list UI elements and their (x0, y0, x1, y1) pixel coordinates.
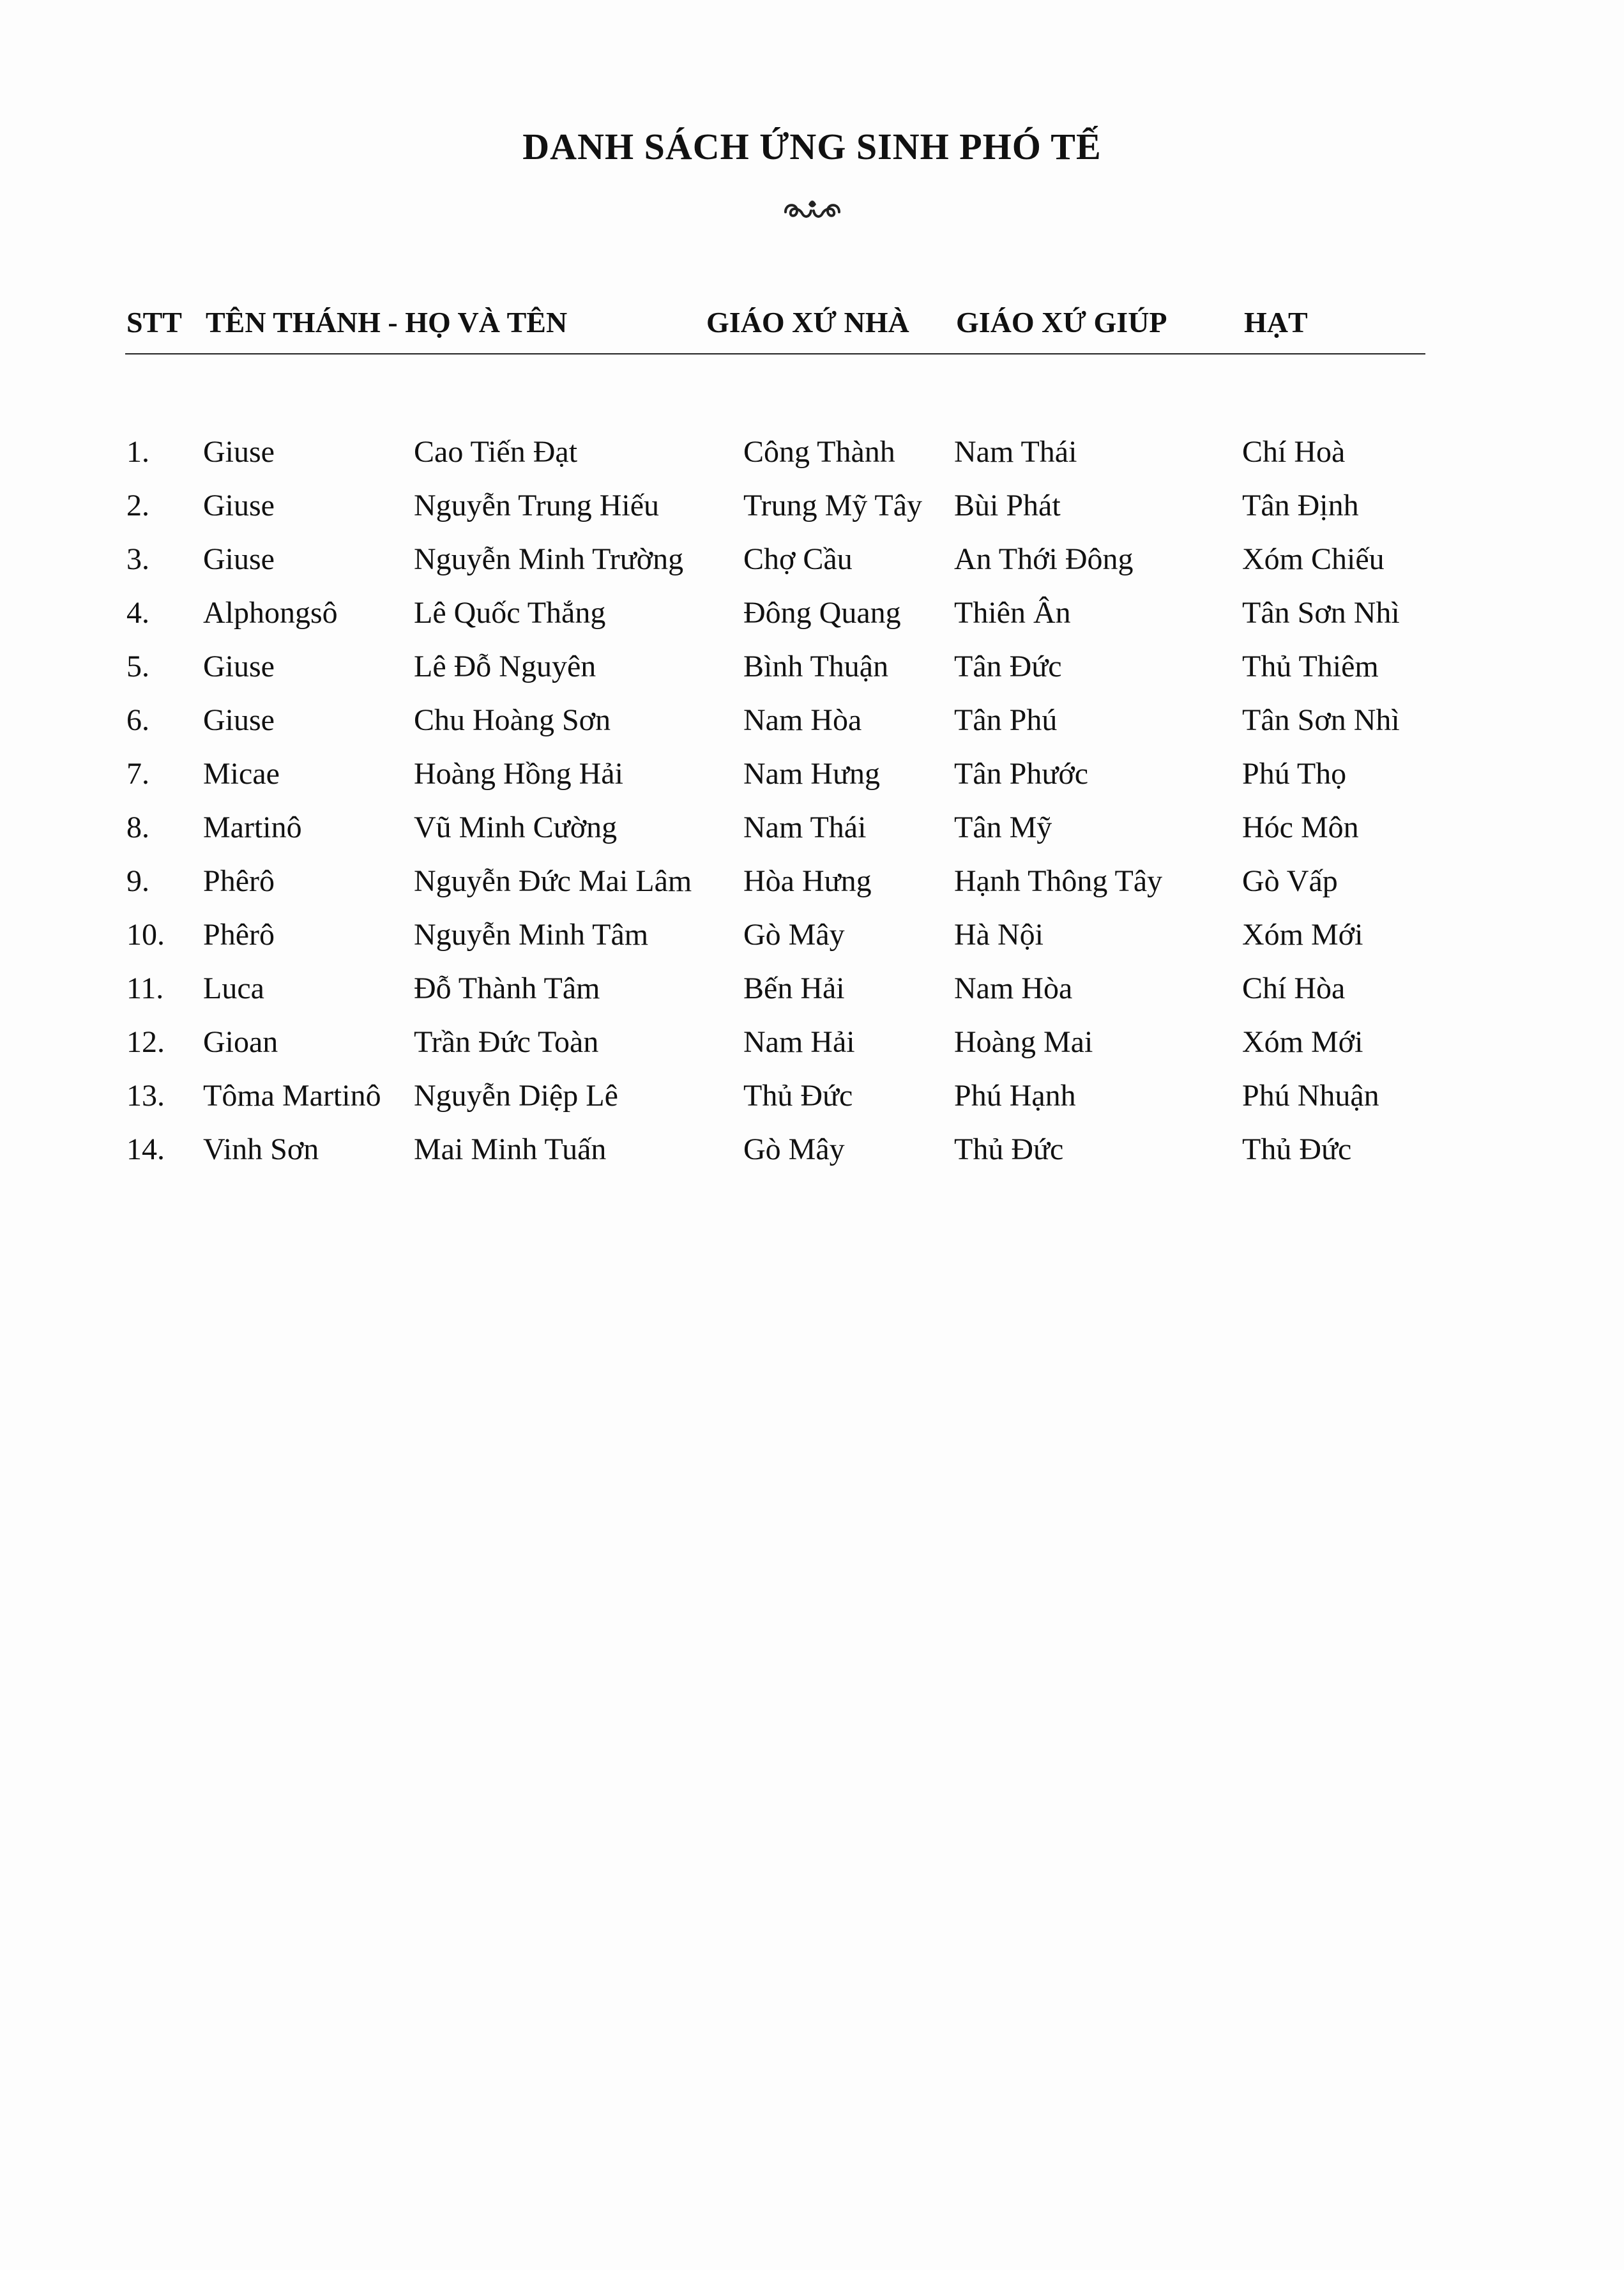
help-parish: Tân Đức (954, 650, 1062, 683)
row-number: 12. (126, 1025, 165, 1059)
deanery: Thủ Đức (1242, 1132, 1352, 1166)
full-name: Nguyễn Trung Hiếu (414, 489, 660, 522)
header-home-parish: GIÁO XỨ NHÀ (706, 306, 909, 339)
saint-name: Giuse (203, 650, 275, 683)
deanery: Xóm Mới (1242, 1025, 1363, 1059)
saint-name: Tôma Martinô (203, 1079, 381, 1113)
home-parish: Hòa Hưng (743, 864, 872, 898)
help-parish: Thiên Ân (954, 596, 1071, 630)
full-name: Lê Quốc Thắng (414, 596, 606, 630)
full-name: Nguyễn Đức Mai Lâm (414, 864, 692, 898)
header-help-parish: GIÁO XỨ GIÚP (956, 306, 1167, 339)
deanery: Xóm Mới (1242, 918, 1363, 952)
deanery: Xóm Chiếu (1242, 542, 1385, 576)
table-row (0, 1129, 1624, 1183)
deanery: Chí Hòa (1242, 971, 1346, 1005)
help-parish: Nam Hòa (954, 971, 1073, 1005)
table-row (0, 915, 1624, 968)
table-row (0, 754, 1624, 807)
help-parish: Nam Thái (954, 435, 1077, 469)
deanery: Tân Sơn Nhì (1242, 596, 1400, 630)
saint-name: Luca (203, 971, 264, 1005)
full-name: Vũ Minh Cường (414, 811, 618, 844)
row-number: 11. (126, 971, 164, 1005)
table-header (0, 305, 1624, 347)
table-row (0, 646, 1624, 700)
deanery: Phú Nhuận (1242, 1079, 1379, 1113)
saint-name: Martinô (203, 811, 302, 844)
row-number: 7. (126, 757, 149, 791)
header-stt: STT (126, 306, 182, 339)
saint-name: Vinh Sơn (203, 1132, 319, 1166)
table-row (0, 1022, 1624, 1076)
header-divider (125, 353, 1425, 354)
table-row (0, 700, 1624, 754)
home-parish: Chợ Cầu (743, 542, 853, 576)
row-number: 5. (126, 650, 149, 683)
saint-name: Phêrô (203, 918, 275, 952)
ornament-flourish-icon (780, 195, 844, 224)
full-name: Nguyễn Minh Tâm (414, 918, 649, 952)
home-parish: Nam Thái (743, 811, 867, 844)
row-number: 8. (126, 811, 149, 844)
row-number: 1. (126, 435, 149, 469)
header-name: TÊN THÁNH - HỌ VÀ TÊN (206, 306, 568, 339)
row-number: 6. (126, 703, 149, 737)
help-parish: Hà Nội (954, 918, 1043, 952)
home-parish: Nam Hải (743, 1025, 855, 1059)
home-parish: Nam Hòa (743, 703, 862, 737)
home-parish: Bình Thuận (743, 650, 889, 683)
deanery: Phú Thọ (1242, 757, 1347, 791)
table-row (0, 968, 1624, 1022)
row-number: 9. (126, 864, 149, 898)
help-parish: Tân Phước (954, 757, 1089, 791)
header-deanery: HẠT (1244, 306, 1308, 339)
home-parish: Nam Hưng (743, 757, 880, 791)
full-name: Nguyễn Minh Trường (414, 542, 684, 576)
deanery: Gò Vấp (1242, 864, 1338, 898)
help-parish: Thủ Đức (954, 1132, 1064, 1166)
deanery: Chí Hoà (1242, 435, 1346, 469)
saint-name: Giuse (203, 489, 275, 522)
full-name: Cao Tiến Đạt (414, 435, 578, 469)
help-parish: Tân Phú (954, 703, 1058, 737)
saint-name: Micae (203, 757, 280, 791)
deanery: Thủ Thiêm (1242, 650, 1379, 683)
help-parish: Tân Mỹ (954, 811, 1052, 844)
row-number: 2. (126, 489, 149, 522)
row-number: 4. (126, 596, 149, 630)
help-parish: An Thới Đông (954, 542, 1134, 576)
help-parish: Hoàng Mai (954, 1025, 1093, 1059)
saint-name: Giuse (203, 435, 275, 469)
deanery: Tân Định (1242, 489, 1359, 522)
table-row (0, 861, 1624, 915)
page-title: DANH SÁCH ỨNG SINH PHÓ TẾ (522, 126, 1102, 167)
full-name: Hoàng Hồng Hải (414, 757, 623, 791)
saint-name: Giuse (203, 703, 275, 737)
deanery: Tân Sơn Nhì (1242, 703, 1400, 737)
full-name: Đỗ Thành Tâm (414, 971, 600, 1005)
table-row (0, 485, 1624, 539)
home-parish: Gò Mây (743, 918, 845, 952)
full-name: Nguyễn Diệp Lê (414, 1079, 618, 1113)
full-name: Mai Minh Tuấn (414, 1132, 607, 1166)
help-parish: Hạnh Thông Tây (954, 864, 1163, 898)
home-parish: Đông Quang (743, 596, 901, 630)
saint-name: Alphongsô (203, 596, 338, 630)
home-parish: Gò Mây (743, 1132, 845, 1166)
deanery: Hóc Môn (1242, 811, 1359, 844)
full-name: Lê Đỗ Nguyên (414, 650, 596, 683)
home-parish: Công Thành (743, 435, 895, 469)
row-number: 13. (126, 1079, 165, 1113)
row-number: 10. (126, 918, 165, 952)
table-row (0, 432, 1624, 485)
help-parish: Phú Hạnh (954, 1079, 1076, 1113)
home-parish: Trung Mỹ Tây (743, 489, 923, 522)
saint-name: Giuse (203, 542, 275, 576)
table-row (0, 1076, 1624, 1129)
table-row (0, 539, 1624, 593)
home-parish: Bến Hải (743, 971, 845, 1005)
home-parish: Thủ Đức (743, 1079, 853, 1113)
saint-name: Phêrô (203, 864, 275, 898)
candidate-table-body (0, 432, 1624, 1183)
saint-name: Gioan (203, 1025, 278, 1059)
row-number: 14. (126, 1132, 165, 1166)
full-name: Trần Đức Toàn (414, 1025, 599, 1059)
row-number: 3. (126, 542, 149, 576)
full-name: Chu Hoàng Sơn (414, 703, 611, 737)
help-parish: Bùi Phát (954, 489, 1061, 522)
table-row (0, 807, 1624, 861)
table-row (0, 593, 1624, 646)
